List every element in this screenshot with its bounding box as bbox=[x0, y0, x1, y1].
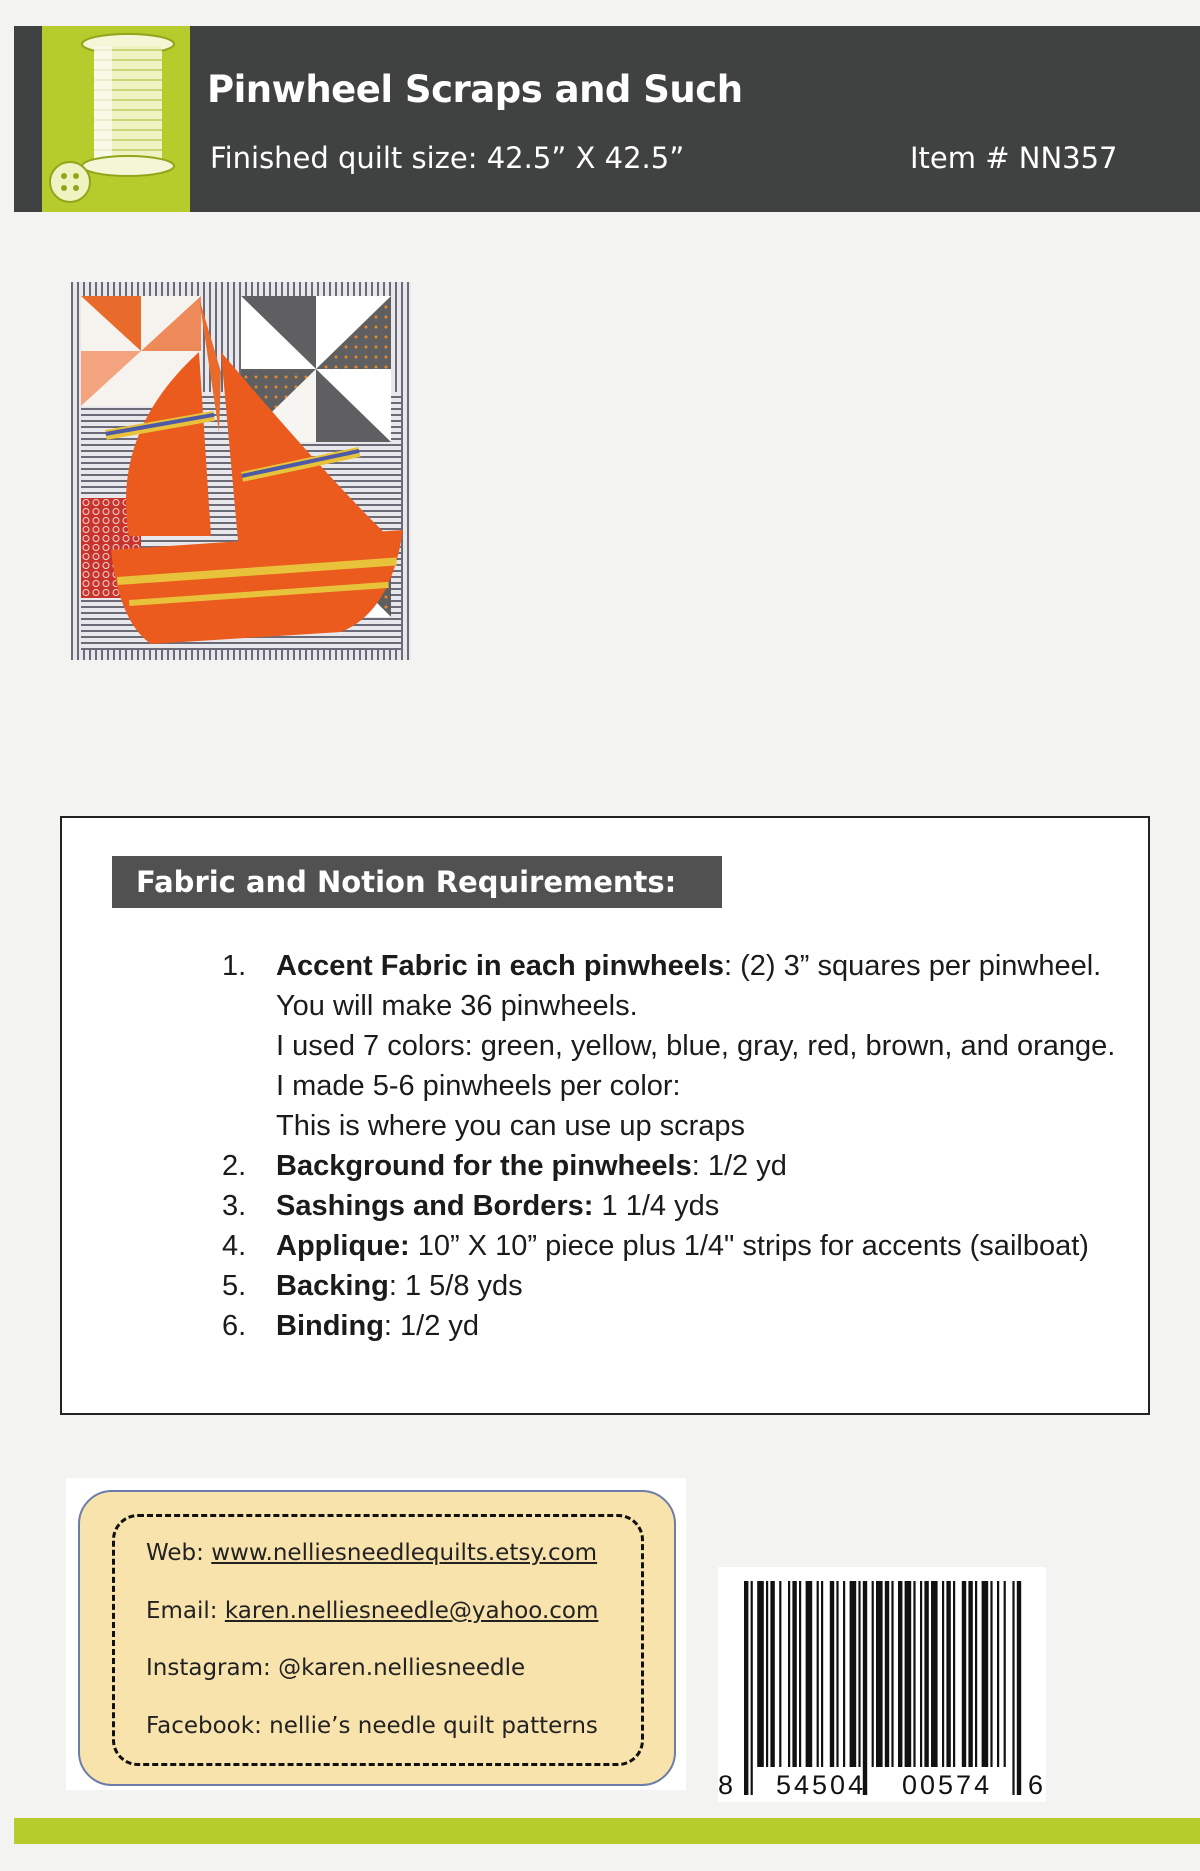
item-number: Item # NN357 bbox=[910, 141, 1118, 175]
barcode-bar bbox=[792, 1581, 796, 1767]
barcode bbox=[718, 1567, 1046, 1802]
finished-size: Finished quilt size: 42.5” X 42.5” bbox=[210, 141, 685, 175]
item-number-label: 2. bbox=[222, 1150, 247, 1182]
barcode-bar bbox=[766, 1581, 768, 1767]
item-number-label: 5. bbox=[222, 1270, 247, 1302]
barcode-bar bbox=[779, 1581, 781, 1767]
item-text: : 1/2 yd bbox=[383, 1310, 480, 1342]
barcode-bar bbox=[920, 1581, 922, 1767]
barcode-bar bbox=[858, 1581, 860, 1767]
email-line bbox=[146, 1598, 598, 1624]
barcode-bar bbox=[876, 1581, 883, 1767]
list-item bbox=[162, 1066, 1122, 1106]
barcode-digit-first: 8 bbox=[718, 1770, 734, 1800]
item-heading: Backing bbox=[276, 1270, 389, 1302]
contact-card bbox=[78, 1490, 676, 1786]
list-item bbox=[162, 1186, 1122, 1226]
barcode-bar bbox=[757, 1581, 764, 1767]
barcode-bar bbox=[830, 1581, 834, 1767]
item-text: 10” X 10” piece plus 1/4" strips for accents (sailboat) bbox=[409, 1230, 1089, 1262]
item-text: : 1/2 yd bbox=[691, 1150, 787, 1182]
bottom-accent-bar bbox=[14, 1818, 1200, 1844]
web-label: Web: bbox=[146, 1540, 212, 1566]
list-item bbox=[162, 1226, 1122, 1266]
barcode-bar bbox=[931, 1581, 938, 1767]
web-line bbox=[146, 1540, 597, 1566]
barcode-digit-last: 6 bbox=[1028, 1770, 1044, 1800]
web-link[interactable]: www.nelliesneedlequilts.etsy.com bbox=[211, 1540, 598, 1566]
barcode-bar bbox=[799, 1581, 801, 1767]
item-heading: Background for the pinwheels bbox=[276, 1150, 692, 1182]
item-number-label: 6. bbox=[222, 1310, 247, 1342]
barcode-bar bbox=[1012, 1581, 1014, 1795]
facebook-line: Facebook: nellie’s needle quilt patterns bbox=[146, 1713, 598, 1739]
barcode-bar bbox=[898, 1581, 902, 1767]
barcode-bar bbox=[744, 1581, 748, 1795]
barcode-bar bbox=[891, 1581, 893, 1767]
quilt-photo bbox=[71, 282, 411, 660]
item-text: : 1 5/8 yds bbox=[388, 1270, 523, 1302]
barcode-bar bbox=[913, 1581, 915, 1767]
list-item bbox=[162, 946, 1122, 986]
barcode-bar bbox=[942, 1581, 944, 1767]
barcode-bar bbox=[836, 1581, 838, 1767]
item-text: This is where you can use up scraps bbox=[276, 1110, 746, 1142]
requirements-box bbox=[60, 816, 1150, 1415]
requirements-list bbox=[162, 946, 1122, 1346]
barcode-digits-left: 54504 bbox=[776, 1770, 867, 1800]
list-item bbox=[162, 1026, 1122, 1066]
list-item bbox=[162, 1306, 1122, 1346]
item-text: I made 5-6 pinwheels per color: bbox=[276, 1070, 681, 1102]
item-heading: Sashings and Borders: bbox=[276, 1190, 594, 1222]
list-item bbox=[162, 1146, 1122, 1186]
barcode-bar bbox=[953, 1581, 955, 1767]
barcode-bar bbox=[924, 1581, 928, 1767]
header-bar bbox=[14, 26, 1200, 212]
barcode-bar bbox=[885, 1581, 889, 1767]
barcode-bar bbox=[1004, 1581, 1006, 1767]
list-item bbox=[162, 1106, 1122, 1146]
barcode-bar bbox=[905, 1581, 912, 1767]
barcode-bar bbox=[863, 1581, 867, 1795]
barcode-bar bbox=[821, 1581, 823, 1767]
barcode-bar bbox=[806, 1581, 813, 1767]
requirements-title: Fabric and Notion Requirements: bbox=[112, 856, 722, 908]
item-heading: Binding bbox=[276, 1310, 384, 1342]
item-heading: Applique: bbox=[276, 1230, 410, 1262]
barcode-bar bbox=[850, 1581, 857, 1767]
item-text: I used 7 colors: green, yellow, blue, gray, red, brown, and orange. bbox=[276, 1030, 1116, 1062]
barcode-bar bbox=[997, 1581, 999, 1767]
item-number-label: 3. bbox=[222, 1190, 247, 1222]
item-heading: Accent Fabric in each pinwheels bbox=[276, 950, 725, 982]
barcode-bar bbox=[751, 1581, 753, 1795]
item-text: 1 1/4 yds bbox=[593, 1190, 720, 1222]
barcode-bar bbox=[770, 1581, 774, 1767]
barcode-bar bbox=[817, 1581, 819, 1767]
barcode-bar bbox=[1017, 1581, 1021, 1795]
email-link[interactable]: karen.nelliesneedle@yahoo.com bbox=[224, 1598, 599, 1624]
item-text: You will make 36 pinwheels. bbox=[276, 990, 638, 1022]
item-text: : (2) 3” squares per pinwheel. bbox=[724, 950, 1102, 982]
barcode-bar bbox=[962, 1581, 966, 1767]
thread-spool-icon bbox=[42, 26, 190, 212]
barcode-bar bbox=[843, 1581, 845, 1767]
barcode-digits-right: 00574 bbox=[902, 1770, 993, 1800]
barcode-bar bbox=[968, 1581, 972, 1767]
list-item bbox=[162, 1266, 1122, 1306]
barcode-bar bbox=[788, 1581, 790, 1767]
email-label: Email: bbox=[146, 1598, 225, 1624]
list-item bbox=[162, 986, 1122, 1026]
barcode-bar bbox=[975, 1581, 977, 1767]
barcode-bars bbox=[718, 1567, 1046, 1802]
barcode-bar bbox=[982, 1581, 989, 1767]
item-number-label: 4. bbox=[222, 1230, 247, 1262]
barcode-bar bbox=[990, 1581, 992, 1767]
pattern-title: Pinwheel Scraps and Such bbox=[207, 68, 743, 111]
item-number-label: 1. bbox=[222, 950, 247, 982]
barcode-bar bbox=[946, 1581, 950, 1767]
instagram-line: Instagram: @karen.nelliesneedle bbox=[146, 1655, 526, 1681]
barcode-bar bbox=[872, 1581, 874, 1767]
